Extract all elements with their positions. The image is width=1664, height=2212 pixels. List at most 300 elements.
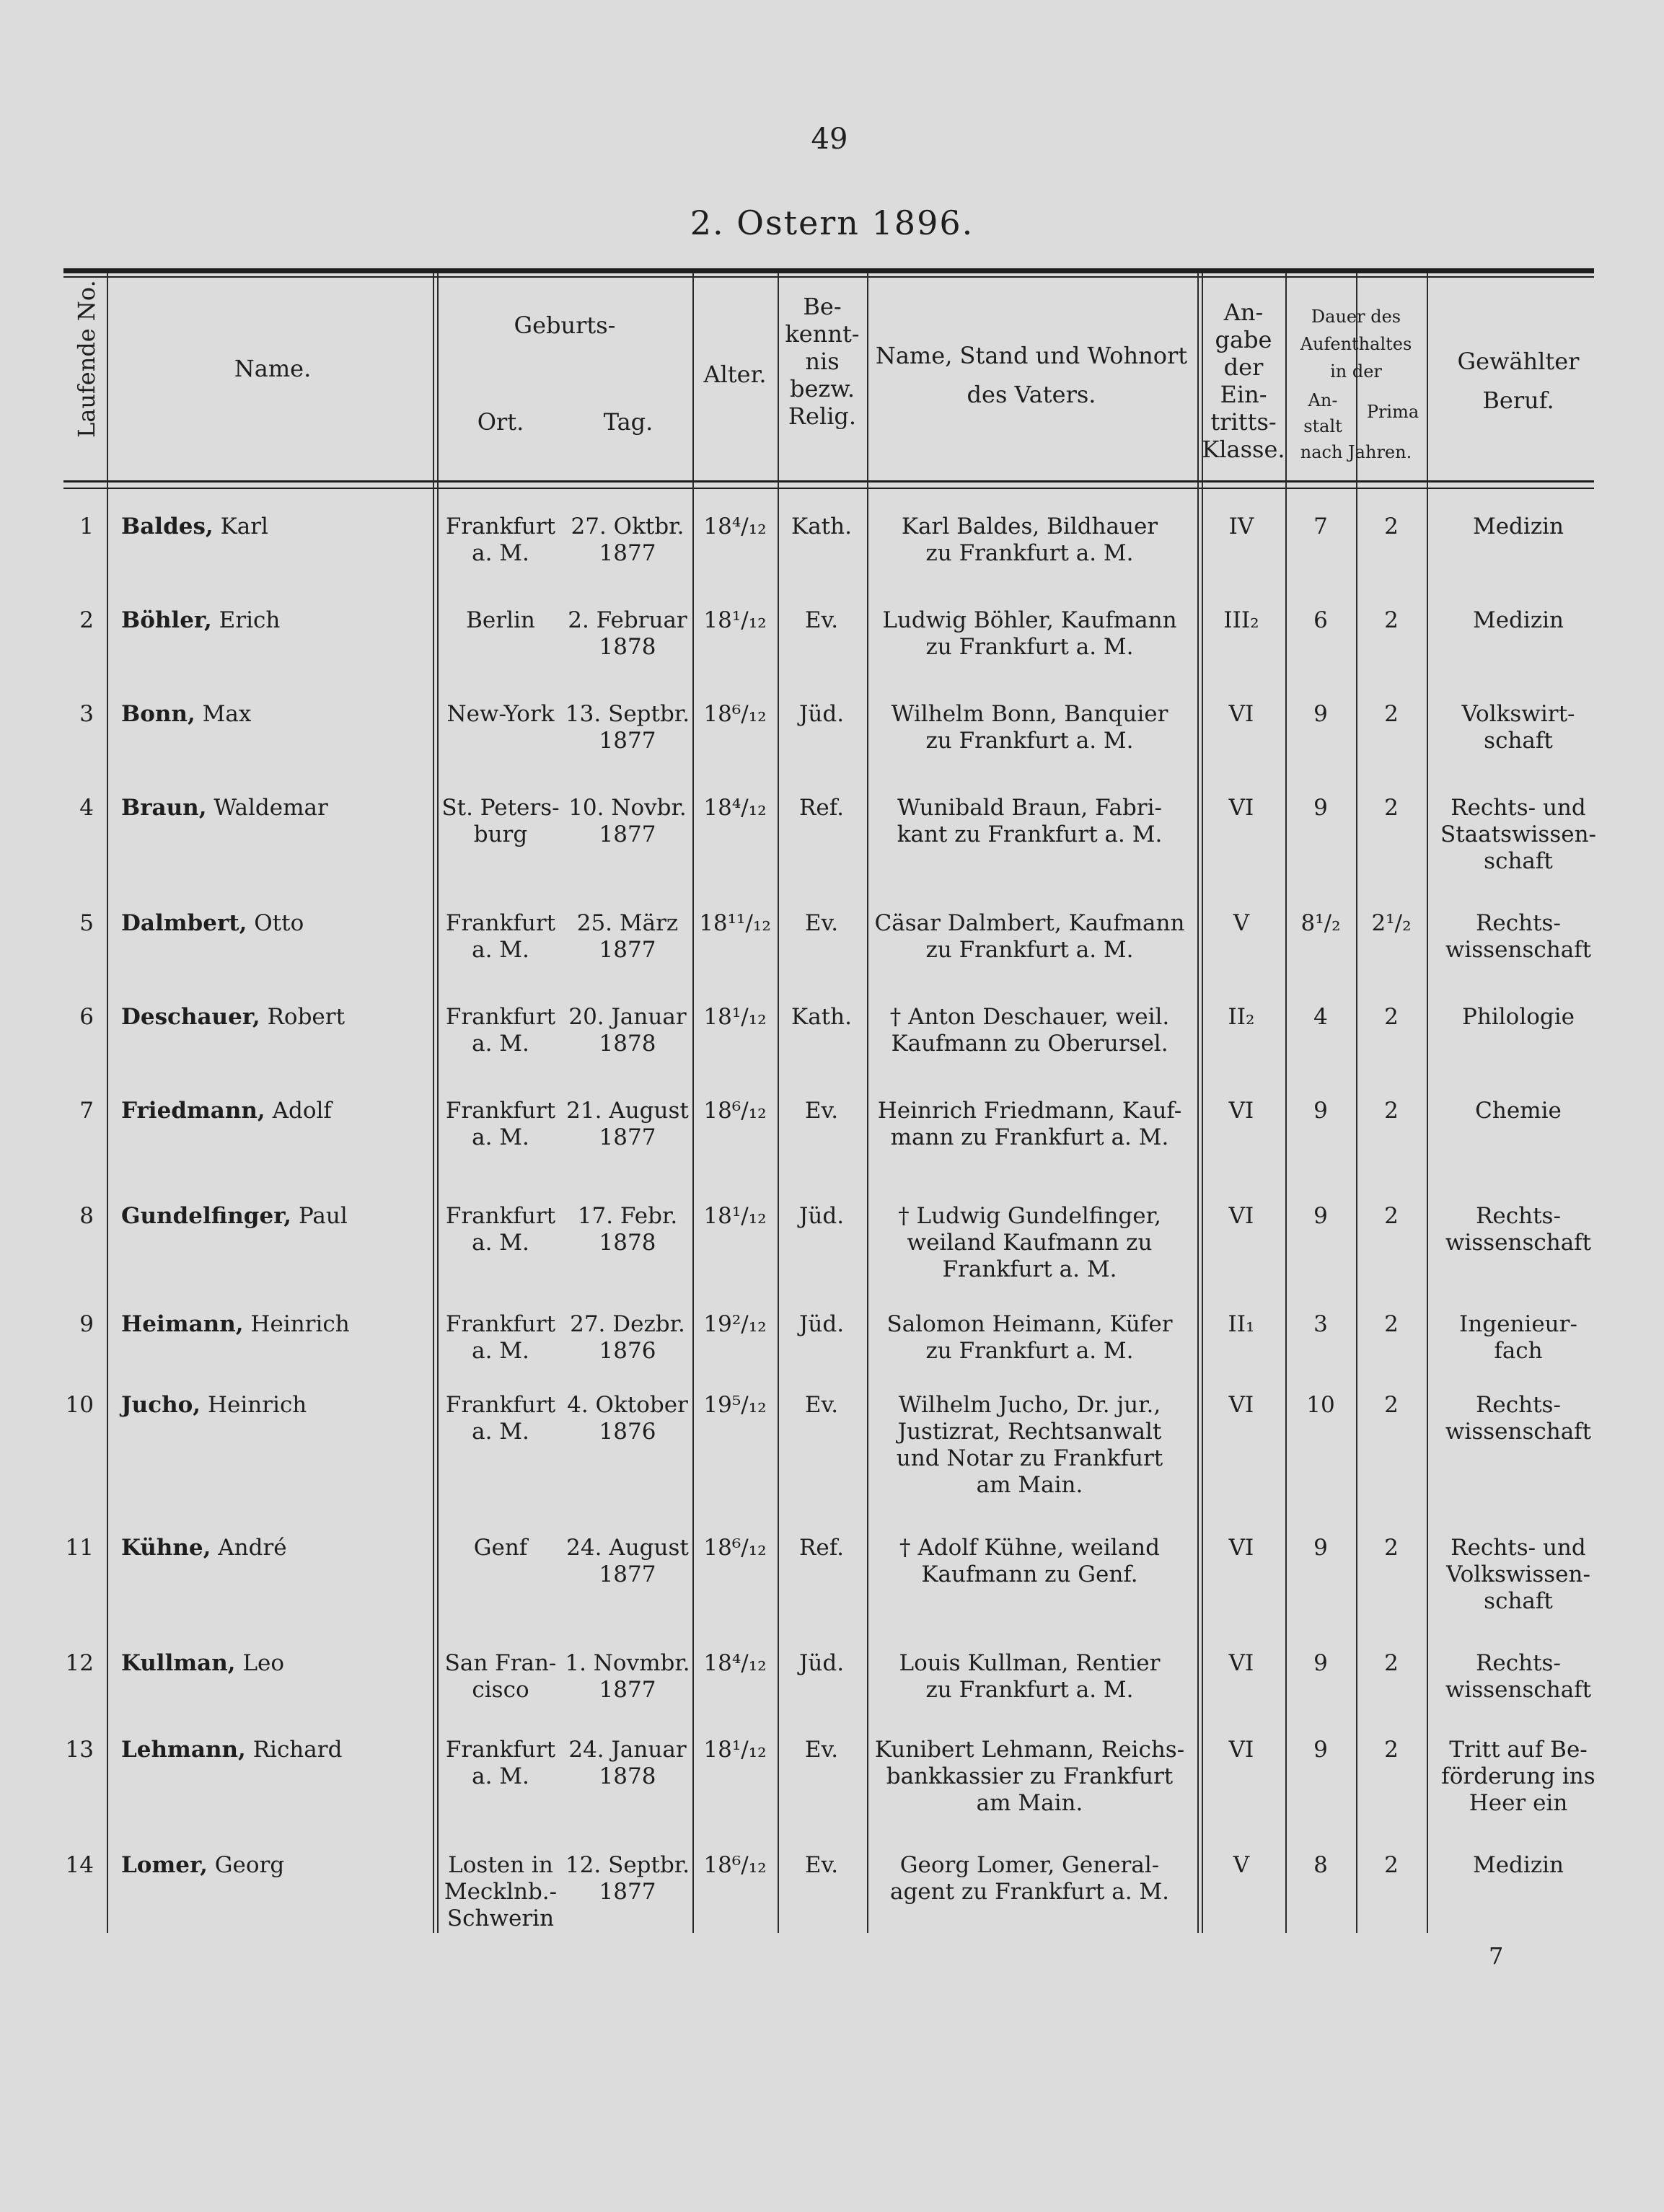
row-number: 1 <box>79 514 94 539</box>
student-surname: Braun, <box>121 795 207 821</box>
age: 18¹/₁₂ <box>703 1737 767 1763</box>
birth-place <box>436 1852 565 1932</box>
header-dauer <box>1285 306 1427 382</box>
father-info <box>869 1650 1190 1704</box>
religion: Jüd. <box>798 1203 845 1229</box>
chosen-profession-line: Medizin <box>1472 1852 1564 1878</box>
birth-date <box>564 1004 691 1057</box>
age: 19⁵/₁₂ <box>703 1392 767 1418</box>
birth-date-line: 1877 <box>599 821 656 847</box>
student-surname: Friedmann, <box>121 1098 265 1124</box>
age: 19²/₁₂ <box>703 1311 767 1337</box>
student-name <box>121 1004 424 1031</box>
entry-class: VI <box>1228 1535 1254 1561</box>
chosen-profession-line: Chemie <box>1475 1098 1562 1124</box>
header-dauer-line: in der <box>1330 361 1382 382</box>
age: 18⁶/₁₂ <box>703 1852 767 1878</box>
chosen-profession-line: schaft <box>1484 1588 1553 1614</box>
birth-place-line: Mecklnb.- <box>444 1879 558 1905</box>
religion: Ev. <box>804 1392 839 1418</box>
father-info-line: zu Frankfurt a. M. <box>925 1677 1134 1703</box>
birth-place-line: Schwerin <box>446 1905 555 1931</box>
chosen-profession-line: wissenschaft <box>1445 1677 1592 1703</box>
student-given-name: Robert <box>267 1004 345 1030</box>
father-info-line: Louis Kullman, Rentier <box>899 1650 1161 1676</box>
father-info <box>869 1311 1190 1365</box>
chosen-profession-line: wissenschaft <box>1445 1230 1592 1256</box>
header-ort: Ort. <box>477 408 524 436</box>
father-info <box>869 514 1190 567</box>
student-name <box>121 1311 424 1338</box>
father-info-line: zu Frankfurt a. M. <box>925 1338 1134 1364</box>
father-info <box>869 1098 1190 1151</box>
chosen-profession-line: schaft <box>1484 848 1553 874</box>
student-name <box>121 1203 424 1230</box>
birth-date-line: 24. Januar <box>568 1737 687 1763</box>
student-surname: Böhler, <box>121 607 212 633</box>
years-at-school: 9 <box>1313 795 1328 821</box>
entry-class: VI <box>1228 1650 1254 1676</box>
birth-place <box>436 910 565 964</box>
birth-place-line: a. M. <box>472 937 529 963</box>
row-number: 10 <box>65 1392 94 1418</box>
years-in-prima: 2 <box>1384 1650 1399 1676</box>
student-surname: Heimann, <box>121 1311 244 1337</box>
birth-place <box>436 1737 565 1790</box>
birth-place-line: New-York <box>446 701 555 727</box>
religion: Ev. <box>804 1737 839 1763</box>
birth-place-line: burg <box>473 821 528 847</box>
student-given-name: Paul <box>298 1203 348 1229</box>
column-divider <box>433 273 434 1933</box>
birth-date-line: 1878 <box>599 1763 656 1789</box>
student-surname: Jucho, <box>121 1392 201 1418</box>
age: 18⁴/₁₂ <box>703 795 767 821</box>
row-number: 4 <box>79 795 94 821</box>
chosen-profession <box>1435 607 1601 634</box>
chosen-profession <box>1435 1737 1601 1817</box>
father-info-line: kant zu Frankfurt a. M. <box>897 821 1163 847</box>
birth-date <box>564 514 691 567</box>
chosen-profession-line: fach <box>1494 1338 1543 1364</box>
birth-place-line: a. M. <box>472 1124 529 1150</box>
years-in-prima: 2¹/₂ <box>1371 910 1412 936</box>
father-info-line: bankkassier zu Frankfurt <box>886 1763 1174 1789</box>
father-info-line: † Anton Deschauer, weil. <box>889 1004 1170 1030</box>
chosen-profession-line: Tritt auf Be- <box>1449 1737 1588 1763</box>
entry-class: II₁ <box>1228 1311 1255 1337</box>
years-at-school: 8 <box>1313 1852 1328 1878</box>
chosen-profession <box>1435 1852 1601 1879</box>
father-info <box>869 607 1190 661</box>
header-beruf-line: Beruf. <box>1482 387 1554 414</box>
religion: Ref. <box>799 1535 844 1561</box>
father-info-line: zu Frankfurt a. M. <box>925 937 1134 963</box>
student-surname: Baldes, <box>121 514 213 539</box>
religion: Ref. <box>799 795 844 821</box>
chosen-profession <box>1435 1098 1601 1124</box>
chosen-profession-line: wissenschaft <box>1445 1419 1592 1445</box>
birth-place-line: Frankfurt <box>445 1311 556 1337</box>
header-religion-line: bezw. <box>789 375 855 402</box>
father-info-line: am Main. <box>976 1472 1083 1498</box>
student-name <box>121 1650 424 1677</box>
birth-date-line: 13. Septbr. <box>565 701 690 727</box>
birth-date-line: 25. März <box>576 910 679 936</box>
religion: Kath. <box>791 514 852 539</box>
years-in-prima: 2 <box>1384 514 1399 539</box>
header-rule <box>63 480 1594 483</box>
student-name <box>121 514 424 540</box>
years-in-prima: 2 <box>1384 701 1399 727</box>
chosen-profession <box>1435 1535 1601 1615</box>
column-divider <box>1356 273 1357 1933</box>
birth-date-line: 27. Oktbr. <box>571 514 684 539</box>
years-at-school: 8¹/₂ <box>1300 910 1341 936</box>
student-given-name: Georg <box>214 1852 285 1878</box>
column-divider <box>1285 273 1287 1933</box>
birth-place-line: Losten in <box>448 1852 553 1878</box>
chosen-profession <box>1435 1203 1601 1256</box>
birth-place-line: Frankfurt <box>445 1004 556 1030</box>
father-info-line: Justizrat, Rechtsanwalt <box>897 1419 1162 1445</box>
birth-date-line: 2. Februar <box>568 607 687 633</box>
birth-place-line: Frankfurt <box>445 514 556 539</box>
father-info <box>869 1392 1190 1499</box>
column-divider <box>1197 273 1199 1933</box>
header-beruf-line: Gewählter <box>1457 348 1580 375</box>
header-rule-thin <box>63 488 1594 489</box>
header-klasse-line: gabe <box>1215 326 1272 353</box>
birth-place-line: cisco <box>472 1677 529 1703</box>
birth-date-line: 1877 <box>599 1879 656 1905</box>
header-anstalt-line: stalt <box>1303 416 1342 436</box>
chosen-profession-line: Rechts- und <box>1451 1535 1586 1561</box>
student-surname: Gundelfinger, <box>121 1203 292 1229</box>
student-given-name: Adolf <box>272 1098 332 1124</box>
age: 18¹/₁₂ <box>703 1004 767 1030</box>
chosen-profession <box>1435 1392 1601 1445</box>
header-klasse <box>1202 299 1285 463</box>
father-info-line: † Ludwig Gundelfinger, <box>898 1203 1161 1229</box>
father-info-line: zu Frankfurt a. M. <box>925 540 1134 566</box>
entry-class: VI <box>1228 1392 1254 1418</box>
religion: Jüd. <box>798 1650 845 1676</box>
years-in-prima: 2 <box>1384 1098 1399 1124</box>
chosen-profession-line: Ingenieur- <box>1459 1311 1577 1337</box>
header-anstalt-line: An- <box>1308 390 1338 410</box>
birth-date-line: 1876 <box>599 1419 656 1445</box>
years-in-prima: 2 <box>1384 1392 1399 1418</box>
entry-class: VI <box>1228 1203 1254 1229</box>
birth-place <box>436 1392 565 1445</box>
religion: Kath. <box>791 1004 852 1030</box>
header-nach-jahren: nach Jahren. <box>1300 442 1412 462</box>
birth-place-line: Berlin <box>466 607 535 633</box>
birth-date-line: 10. Novbr. <box>568 795 687 821</box>
row-number: 7 <box>79 1098 94 1124</box>
student-surname: Lomer, <box>121 1852 208 1878</box>
age: 18⁴/₁₂ <box>703 514 767 539</box>
birth-date-line: 4. Oktober <box>567 1392 688 1418</box>
father-info <box>869 795 1190 848</box>
birth-date <box>564 1098 691 1151</box>
birth-date-line: 1877 <box>599 1124 656 1150</box>
father-info-line: Heinrich Friedmann, Kauf- <box>877 1098 1182 1124</box>
father-info <box>869 1737 1190 1817</box>
birth-place <box>436 795 565 848</box>
student-given-name: Heinrich <box>250 1311 350 1337</box>
chosen-profession-line: Medizin <box>1472 514 1564 539</box>
student-name <box>121 1737 424 1763</box>
student-name <box>121 701 424 728</box>
birth-date <box>564 1535 691 1588</box>
years-at-school: 9 <box>1313 1737 1328 1763</box>
header-tag: Tag. <box>603 408 653 436</box>
father-info <box>869 1004 1190 1057</box>
student-given-name: Erich <box>219 607 281 633</box>
chosen-profession-line: Volkswissen- <box>1446 1561 1590 1587</box>
birth-date-line: 17. Febr. <box>577 1203 678 1229</box>
header-anstalt <box>1291 389 1355 437</box>
chosen-profession <box>1435 1311 1601 1365</box>
header-religion <box>779 293 866 430</box>
father-info-line: Wunibald Braun, Fabri- <box>897 795 1163 821</box>
birth-place <box>436 1203 565 1256</box>
father-info-line: weiland Kaufmann zu <box>907 1230 1153 1256</box>
chosen-profession-line: Medizin <box>1472 607 1564 633</box>
birth-place <box>436 1311 565 1365</box>
chosen-profession-line: wissenschaft <box>1445 937 1592 963</box>
entry-class: IV <box>1228 514 1254 539</box>
birth-date <box>564 701 691 754</box>
header-laufende-no: Laufende No. <box>73 280 100 438</box>
age: 18⁶/₁₂ <box>703 1098 767 1124</box>
years-at-school: 9 <box>1313 1650 1328 1676</box>
chosen-profession-line: Rechts- <box>1476 1392 1561 1418</box>
years-at-school: 9 <box>1313 1203 1328 1229</box>
birth-date-line: 1877 <box>599 1677 656 1703</box>
chosen-profession-line: Volkswirt- <box>1461 701 1575 727</box>
header-klasse-line: Klasse. <box>1202 436 1285 463</box>
religion: Ev. <box>804 1098 839 1124</box>
father-info-line: Kaufmann zu Genf. <box>921 1561 1138 1587</box>
entry-class: V <box>1233 1852 1250 1878</box>
chosen-profession <box>1435 1650 1601 1704</box>
chosen-profession <box>1435 1004 1601 1031</box>
birth-place-line: Frankfurt <box>445 910 556 936</box>
birth-date-line: 1. Novmbr. <box>565 1650 690 1676</box>
birth-date <box>564 1737 691 1790</box>
father-info-line: Wilhelm Jucho, Dr. jur., <box>898 1392 1161 1418</box>
father-info-line: Cäsar Dalmbert, Kaufmann <box>874 910 1185 936</box>
header-religion-line: kennt- <box>785 320 860 348</box>
chosen-profession-line: Rechts- und <box>1451 795 1586 821</box>
row-number: 2 <box>79 607 94 633</box>
student-name <box>121 1535 424 1561</box>
student-surname: Deschauer, <box>121 1004 260 1030</box>
entry-class: II₂ <box>1228 1004 1255 1030</box>
row-number: 6 <box>79 1004 94 1030</box>
student-name <box>121 1098 424 1124</box>
row-number: 14 <box>65 1852 94 1878</box>
column-divider <box>107 273 108 1933</box>
row-number: 13 <box>65 1737 94 1763</box>
father-info-line: Kunibert Lehmann, Reichs- <box>874 1737 1185 1763</box>
entry-class: VI <box>1228 795 1254 821</box>
student-surname: Lehmann, <box>121 1737 246 1763</box>
years-in-prima: 2 <box>1384 607 1399 633</box>
header-alter: Alter. <box>703 361 767 388</box>
birth-date-line: 1878 <box>599 1230 656 1256</box>
birth-date <box>564 1311 691 1365</box>
student-name <box>121 1392 424 1419</box>
header-klasse-line: tritts- <box>1210 408 1277 436</box>
student-given-name: Richard <box>252 1737 343 1763</box>
student-given-name: Heinrich <box>207 1392 307 1418</box>
student-name <box>121 1852 424 1879</box>
age: 18⁴/₁₂ <box>703 1650 767 1676</box>
years-in-prima: 2 <box>1384 1203 1399 1229</box>
birth-date <box>564 607 691 661</box>
student-name <box>121 795 424 821</box>
birth-date-line: 24. August <box>566 1535 689 1561</box>
chosen-profession <box>1435 514 1601 540</box>
birth-place <box>436 1004 565 1057</box>
birth-date <box>564 1392 691 1445</box>
birth-date-line: 1877 <box>599 1561 656 1587</box>
header-vater-line: des Vaters. <box>967 381 1096 408</box>
years-at-school: 9 <box>1313 1098 1328 1124</box>
father-info-line: am Main. <box>976 1790 1083 1816</box>
years-at-school: 3 <box>1313 1311 1328 1337</box>
birth-place-line: a. M. <box>472 1230 529 1256</box>
father-info-line: und Notar zu Frankfurt <box>896 1445 1163 1471</box>
birth-date <box>564 1203 691 1256</box>
birth-date-line: 1877 <box>599 540 656 566</box>
chosen-profession-line: förderung ins <box>1441 1763 1595 1789</box>
birth-place-line: Frankfurt <box>445 1098 556 1124</box>
father-info-line: agent zu Frankfurt a. M. <box>889 1879 1169 1905</box>
years-at-school: 9 <box>1313 701 1328 727</box>
row-number: 3 <box>79 701 94 727</box>
birth-place <box>436 1650 565 1704</box>
header-dauer-line: Aufenthaltes <box>1300 334 1412 354</box>
header-religion-line: Relig. <box>788 402 857 430</box>
header-religion-line: nis <box>805 348 840 375</box>
column-divider <box>867 273 868 1933</box>
birth-date-line: 1876 <box>599 1338 656 1364</box>
chosen-profession-line: Philologie <box>1462 1004 1575 1030</box>
birth-date <box>564 795 691 848</box>
header-klasse-line: An- <box>1223 299 1264 326</box>
chosen-profession-line: Heer ein <box>1469 1790 1568 1816</box>
father-info-line: Frankfurt a. M. <box>942 1256 1117 1282</box>
student-given-name: Waldemar <box>213 795 328 821</box>
years-in-prima: 2 <box>1384 795 1399 821</box>
birth-place-line: St. Peters- <box>441 795 560 821</box>
birth-place-line: Frankfurt <box>445 1392 556 1418</box>
father-info <box>869 701 1190 754</box>
birth-place <box>436 1535 565 1561</box>
student-given-name: Otto <box>254 910 304 936</box>
entry-class: V <box>1233 910 1250 936</box>
student-name <box>121 607 424 634</box>
student-surname: Kühne, <box>121 1535 211 1561</box>
header-dauer-line: Dauer des <box>1311 307 1401 327</box>
birth-place-line: Frankfurt <box>445 1737 556 1763</box>
student-surname: Bonn, <box>121 701 195 727</box>
column-divider <box>1427 273 1428 1933</box>
father-info <box>869 910 1190 964</box>
father-info-line: Ludwig Böhler, Kaufmann <box>882 607 1177 633</box>
father-info-line: zu Frankfurt a. M. <box>925 728 1134 754</box>
row-number: 12 <box>65 1650 94 1676</box>
father-info-line: zu Frankfurt a. M. <box>925 634 1134 660</box>
student-given-name: André <box>218 1535 287 1561</box>
years-in-prima: 2 <box>1384 1852 1399 1878</box>
header-klasse-line: der <box>1223 353 1264 381</box>
age: 18¹/₁₂ <box>703 1203 767 1229</box>
birth-date-line: 1877 <box>599 728 656 754</box>
birth-place-line: a. M. <box>472 1031 529 1057</box>
birth-date-line: 12. Septbr. <box>565 1852 690 1878</box>
student-given-name: Leo <box>242 1650 285 1676</box>
age: 18⁶/₁₂ <box>703 1535 767 1561</box>
chosen-profession-line: Rechts- <box>1476 1650 1561 1676</box>
years-in-prima: 2 <box>1384 1535 1399 1561</box>
signature-mark: 7 <box>1489 1942 1504 1970</box>
father-info-line: Salomon Heimann, Küfer <box>886 1311 1173 1337</box>
age: 18¹¹/₁₂ <box>699 910 771 936</box>
chosen-profession <box>1435 795 1601 875</box>
birth-place-line: San Fran- <box>444 1650 557 1676</box>
birth-date-line: 21. August <box>566 1098 689 1124</box>
father-info <box>869 1852 1190 1905</box>
years-at-school: 4 <box>1313 1004 1328 1030</box>
years-at-school: 10 <box>1306 1392 1335 1418</box>
age: 18¹/₁₂ <box>703 607 767 633</box>
religion: Ev. <box>804 910 839 936</box>
years-in-prima: 2 <box>1384 1004 1399 1030</box>
father-info-line: Wilhelm Bonn, Banquier <box>891 701 1168 727</box>
years-at-school: 6 <box>1313 607 1328 633</box>
birth-date-line: 27. Dezbr. <box>570 1311 685 1337</box>
birth-date <box>564 910 691 964</box>
header-geburts: Geburts- <box>514 312 616 339</box>
age: 18⁶/₁₂ <box>703 701 767 727</box>
top-rule <box>63 268 1594 273</box>
student-surname: Kullman, <box>121 1650 236 1676</box>
years-in-prima: 2 <box>1384 1311 1399 1337</box>
header-religion-line: Be- <box>803 293 842 320</box>
father-info-line: Karl Baldes, Bildhauer <box>901 514 1158 539</box>
birth-place <box>436 701 565 728</box>
chosen-profession <box>1435 701 1601 754</box>
row-number: 11 <box>65 1535 94 1561</box>
chosen-profession-line: schaft <box>1484 728 1553 754</box>
birth-date-line: 1878 <box>599 1031 656 1057</box>
page-title: 2. Ostern 1896. <box>690 203 974 242</box>
header-vater-line: Name, Stand und Wohnort <box>875 342 1188 369</box>
header-beruf <box>1435 348 1601 414</box>
student-given-name: Karl <box>220 514 268 539</box>
row-number: 5 <box>79 910 94 936</box>
birth-place-line: Frankfurt <box>445 1203 556 1229</box>
birth-place <box>436 1098 565 1151</box>
birth-place-line: a. M. <box>472 1338 529 1364</box>
birth-place-line: a. M. <box>472 1419 529 1445</box>
